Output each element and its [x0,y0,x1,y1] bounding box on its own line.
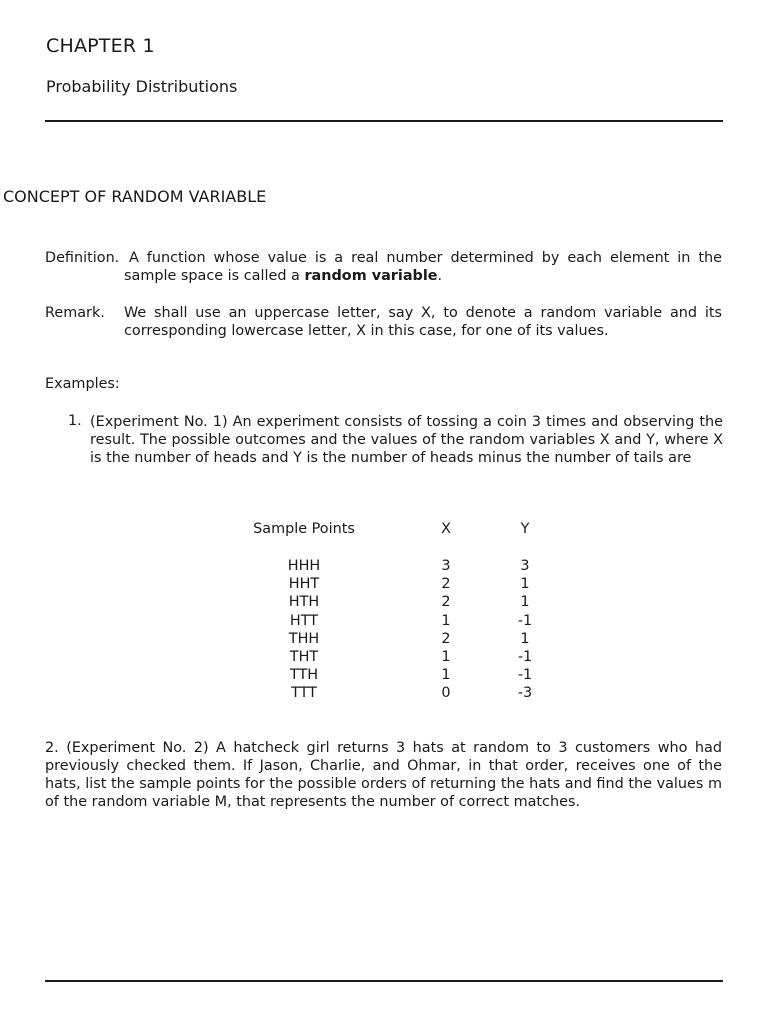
remark-term: Remark. [45,305,105,321]
definition-line2 [124,267,722,285]
definition-text-pre: sample space is called a [124,268,305,284]
table-header-x: X [441,521,451,537]
chapter-subtitle: Probability Distributions [46,77,238,96]
table-cell: -1 [517,667,533,684]
table-cell: HTH [288,594,320,611]
table-cell: 1 [520,594,530,611]
bottom-divider [45,980,723,982]
table-cell: 2 [441,576,451,593]
table-cell: 1 [441,648,451,665]
table-cell: 3 [441,558,451,574]
chapter-heading: CHAPTER 1 [46,35,155,57]
section-title: CONCEPT OF RANDOM VARIABLE [3,187,267,206]
definition-line1: A function whose value is a real number determined by each element in the [129,250,722,266]
sample-points-column [264,557,344,703]
definition-term: Definition. [45,250,120,266]
table-cell: 1 [441,612,451,629]
table-cell: THT [289,648,319,665]
example2-text: 2. (Experiment No. 2) A hatcheck girl returns 3 hats at random to 3 customers who had previously checked them. If Jason, Charlie, and Ohmar, in that order, receives one of the hats, list the sample points for the possible orders of returning the hats and find the values m of the random variable M, that represents the number of correct matches. [45,740,722,810]
table-cell: HTT [289,612,319,629]
table-cell: TTT [291,685,317,702]
table-cell: -1 [517,612,533,629]
table-cell: TTH [289,667,319,684]
table-cell: HHH [287,558,321,574]
table-cell: 1 [441,667,451,684]
table-cell: 2 [441,630,451,647]
table-cell: THH [288,630,320,647]
definition-bold-term: random variable [304,268,438,284]
table-header-sample-points: Sample Points [253,521,355,537]
definition-text-post: . [437,268,443,284]
table-cell: 1 [520,576,530,593]
example1-number: 1. [68,413,82,429]
table-cell: 1 [520,630,530,647]
top-divider [45,120,723,122]
y-values-column [505,557,545,703]
table-cell: -1 [517,648,533,665]
table-cell: 2 [441,594,451,611]
table-cell: HHT [288,576,320,593]
remark-text: We shall use an uppercase letter, say X, to denote a random variable and its corresponding lowercase letter, X in this case, for one of its values. [124,305,722,339]
x-values-column [426,557,466,703]
table-cell: -3 [517,685,533,702]
table-cell: 3 [520,558,530,574]
table-header-y: Y [520,521,530,537]
example1-text: (Experiment No. 1) An experiment consists of tossing a coin 3 times and observing the result. The possible outcomes and the values of the random variables X and Y, where X is the number of heads and Y is the number of heads minus the number of tails are [90,414,723,466]
examples-label: Examples: [45,376,120,392]
table-cell: 0 [441,685,451,702]
